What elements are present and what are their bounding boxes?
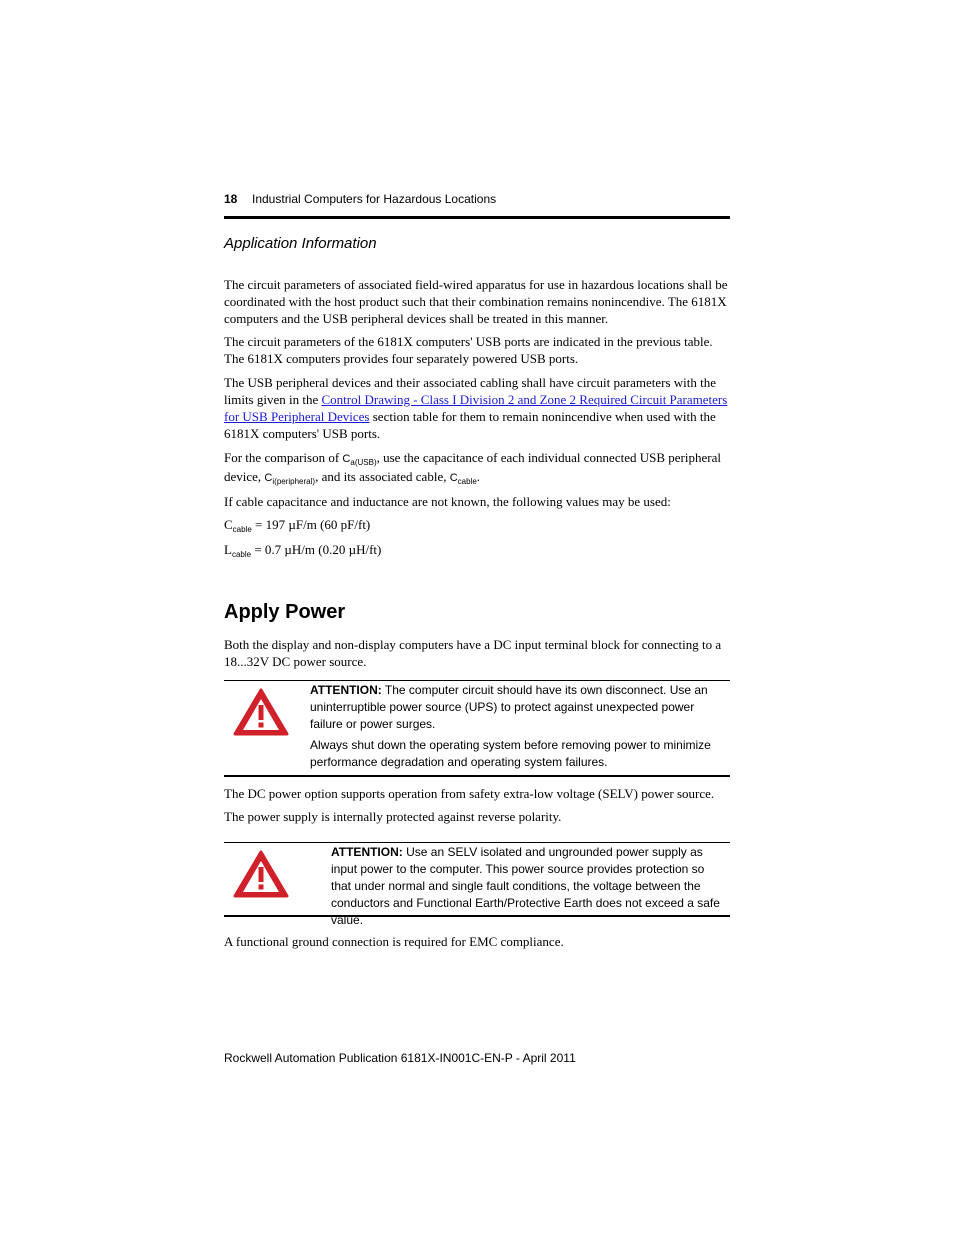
warning-triangle-icon <box>232 687 290 737</box>
attention-1-label: ATTENTION: <box>310 683 382 697</box>
apply-power-paragraph-3 <box>224 808 730 825</box>
control-drawing-link[interactable]: Control Drawing - Class I Division 2 and Zone 2 Required Circuit Parameters for USB Peripheral Devices <box>224 392 728 424</box>
capacitance-symbol: C <box>449 472 458 484</box>
subscript-cable: cable <box>457 477 477 486</box>
attention-2-label: ATTENTION: <box>331 845 403 859</box>
subscript-a-usb: a(USB) <box>350 458 377 467</box>
paragraph-3-text-a: The USB peripheral devices and their associated cabling shall have circuit parameters with the limits given in the <box>224 375 717 407</box>
paragraph-4-text-b: , use the capacitance of each individual connected USB peripheral device, <box>224 450 721 484</box>
capacitance-symbol: C <box>264 472 273 484</box>
equation-2-value: = 0.7 µH/m (0.20 µH/ft) <box>251 542 382 557</box>
apply-power-paragraph-1 <box>224 636 730 670</box>
section-heading-apply-power: Apply Power <box>224 601 346 623</box>
equation-2-subscript: cable <box>231 550 252 559</box>
page-footer: Rockwell Automation Publication 6181X-IN001C-EN-P - April 2011 <box>224 1051 576 1065</box>
paragraph-2-text: The circuit parameters of the 6181X computers' USB ports are indicated in the previous table. The 6181X computers provides four separately powered USB ports. <box>224 334 713 366</box>
paragraph-2 <box>224 333 730 367</box>
equation-1-value: = 197 µF/m (60 pF/ft) <box>251 517 371 532</box>
apply-power-paragraph-2 <box>224 785 730 802</box>
equation-2-variable: L <box>224 542 232 557</box>
subscript-i-peripheral: i(peripheral) <box>272 477 316 486</box>
apply-power-paragraph-1-text: Both the display and non-display computers have a DC input terminal block for connecting to a 18...32V DC power source. <box>224 637 722 669</box>
capacitance-symbol: C <box>342 453 351 465</box>
apply-power-paragraph-2-text: The DC power option supports operation from safety extra-low voltage (SELV) power source. <box>224 786 715 801</box>
attention-1-text: The computer circuit should have its own disconnect. Use an uninterruptible power source (UPS) to protect against unexpected power failure or power surges. <box>310 683 708 731</box>
attention-2-content <box>331 844 723 929</box>
paragraph-5-text: If cable capacitance and inductance are not known, the following values may be used: <box>224 494 671 509</box>
paragraph-4-text-d: . <box>476 469 481 484</box>
paragraph-1 <box>224 276 730 327</box>
apply-power-paragraph-3-text: The power supply is internally protected against reverse polarity. <box>224 809 562 824</box>
paragraph-4 <box>224 449 730 487</box>
page-header <box>224 192 730 219</box>
attention-2-text: Use an SELV isolated and ungrounded power supply as input power to the computer. This power source provides protection so that under normal and single fault conditions, the voltage between the conductors and Functional Earth/Protective Earth does not exceed a safe value. <box>331 845 720 927</box>
warning-triangle-icon <box>232 849 290 899</box>
attention-1-text-2: Always shut down the operating system before removing power to minimize performance degradation and operating system failures. <box>310 738 711 769</box>
apply-power-paragraph-4 <box>224 933 730 950</box>
paragraph-5 <box>224 493 730 510</box>
apply-power-paragraph-4-text: A functional ground connection is required for EMC compliance. <box>224 934 564 949</box>
page-number: 18 <box>224 192 238 206</box>
document-title: Industrial Computers for Hazardous Locations <box>252 192 497 206</box>
paragraph-4-text-c: , and its associated cable, <box>315 469 450 484</box>
paragraph-1-text: The circuit parameters of associated field-wired apparatus for use in hazardous locations shall be coordinated with the host product such that their combination remains nonincendive. The 6181X computers and the USB peripheral devices shall be treated in this manner. <box>224 277 728 326</box>
paragraph-3 <box>224 374 730 442</box>
equation-1-variable: C <box>224 517 233 532</box>
attention-box-1 <box>224 680 730 777</box>
paragraph-3-text-b: section table for them to remain nonincendive when used with the 6181X computers' USB ports. <box>224 409 716 441</box>
paragraph-4-text-a: For the comparison of <box>224 450 343 465</box>
equation-capacitance <box>224 516 730 533</box>
attention-1-content <box>310 682 720 771</box>
subsection-title: Application Information <box>224 235 377 252</box>
attention-box-2 <box>224 842 730 927</box>
equation-1-subscript: cable <box>232 525 252 534</box>
equation-inductance <box>224 541 730 558</box>
